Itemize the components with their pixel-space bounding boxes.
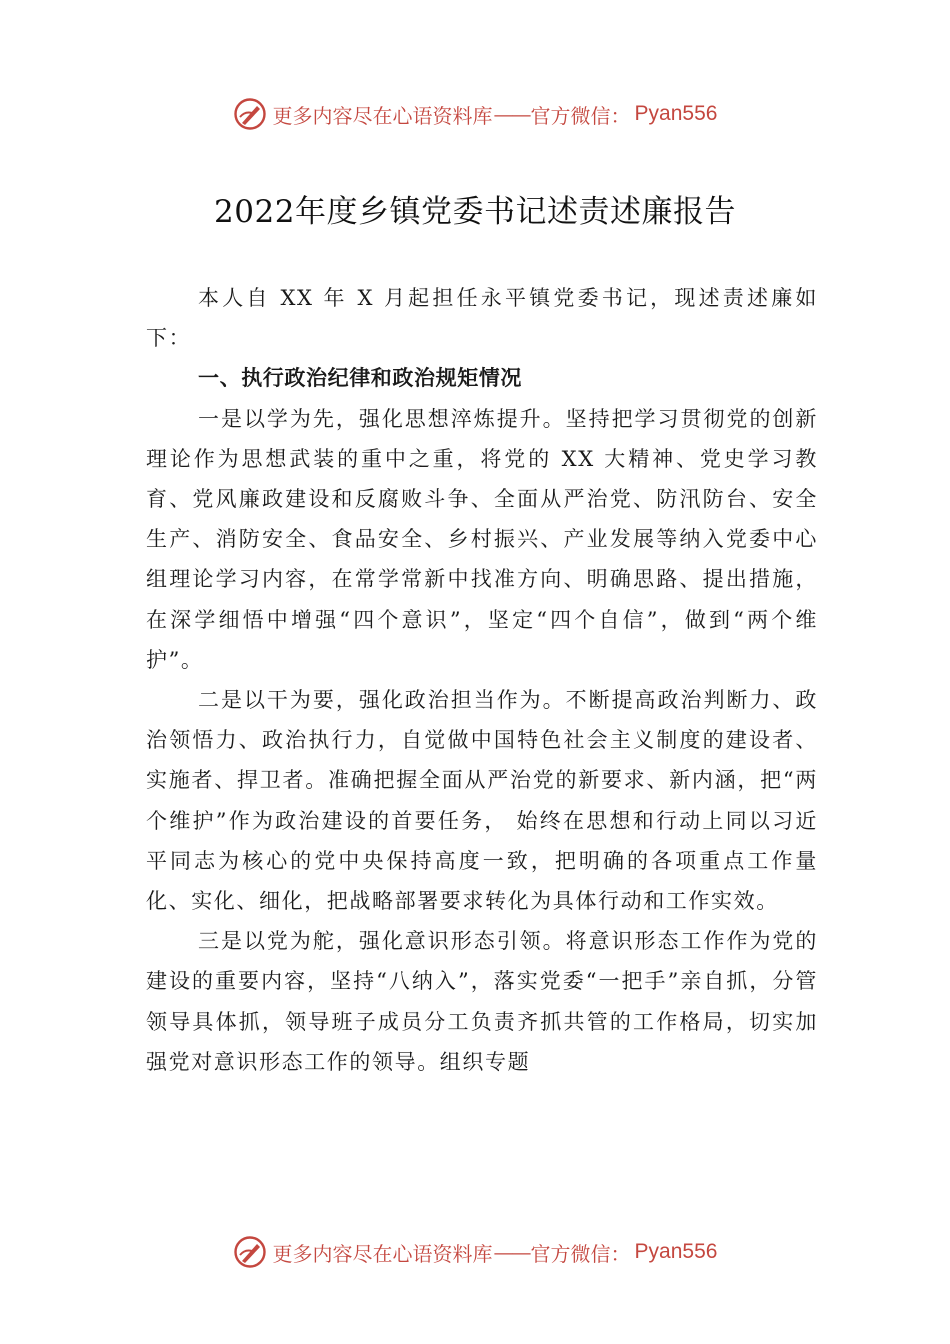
banner-label: 官方微信：: [530, 103, 631, 128]
quill-logo-icon: [233, 97, 267, 131]
header-banner: [0, 94, 950, 134]
banner-wechat-id: Pyan556: [634, 102, 718, 125]
quill-logo-icon: [233, 1235, 267, 1269]
banner-label: 官方微信：: [530, 1241, 631, 1266]
banner-dash: ——: [493, 102, 530, 126]
banner-text: 更多内容尽在心语资料库: [272, 103, 493, 128]
banner-wechat-id: Pyan556: [634, 1240, 718, 1263]
footer-banner: [0, 1232, 950, 1272]
banner-text: 更多内容尽在心语资料库: [272, 1241, 493, 1266]
document-title: 2022年度乡镇党委书记述责述廉报告: [214, 194, 736, 230]
body-paragraph: 一是以学为先，强化思想淬炼提升。坚持把学习贯彻党的创新理论作为思想武装的重中之重，将党的 XX 大精神、党史学习教育、党风廉政建设和反腐败斗争、全面从严治党、防汛防台、安全生产、消防安全、食品安全、乡村振兴、产业发展等纳入党委中心组理论学习内容，在常学常新中找准方向、明确思路、提出措施，在深学细悟中增强“四个意识”，坚定“四个自信”，做到“两个维护”。: [146, 406, 818, 672]
body-paragraph: 二是以干为要，强化政治担当作为。不断提高政治判断力、政治领悟力、政治执行力，自觉做中国特色社会主义制度的建设者、实施者、捍卫者。准确把握全面从严治党的新要求、新内涵，把“两个维护”作为政治建设的首要任务， 始终在思想和行动上同以习近平同志为核心的党中央保持高度一致，把明确的各项重点工作量化、实化、细化，把战略部署要求转化为具体行动和工作实效。: [146, 688, 818, 914]
body-paragraph: 三是以党为舵，强化意识形态引领。将意识形态工作作为党的建设的重要内容，坚持“八纳入”，落实党委“一把手”亲自抓，分管领导具体抓，领导班子成员分工负责齐抓共管的工作格局，切实加强党对意识形态工作的领导。组织专题: [146, 929, 818, 1074]
intro-paragraph: 本人自 XX 年 X 月起担任永平镇党委书记，现述责述廉如下：: [146, 286, 818, 351]
document-body: [146, 278, 818, 1082]
section-heading: 一、执行政治纪律和政治规矩情况: [198, 366, 522, 391]
banner-dash: ——: [493, 1240, 530, 1264]
